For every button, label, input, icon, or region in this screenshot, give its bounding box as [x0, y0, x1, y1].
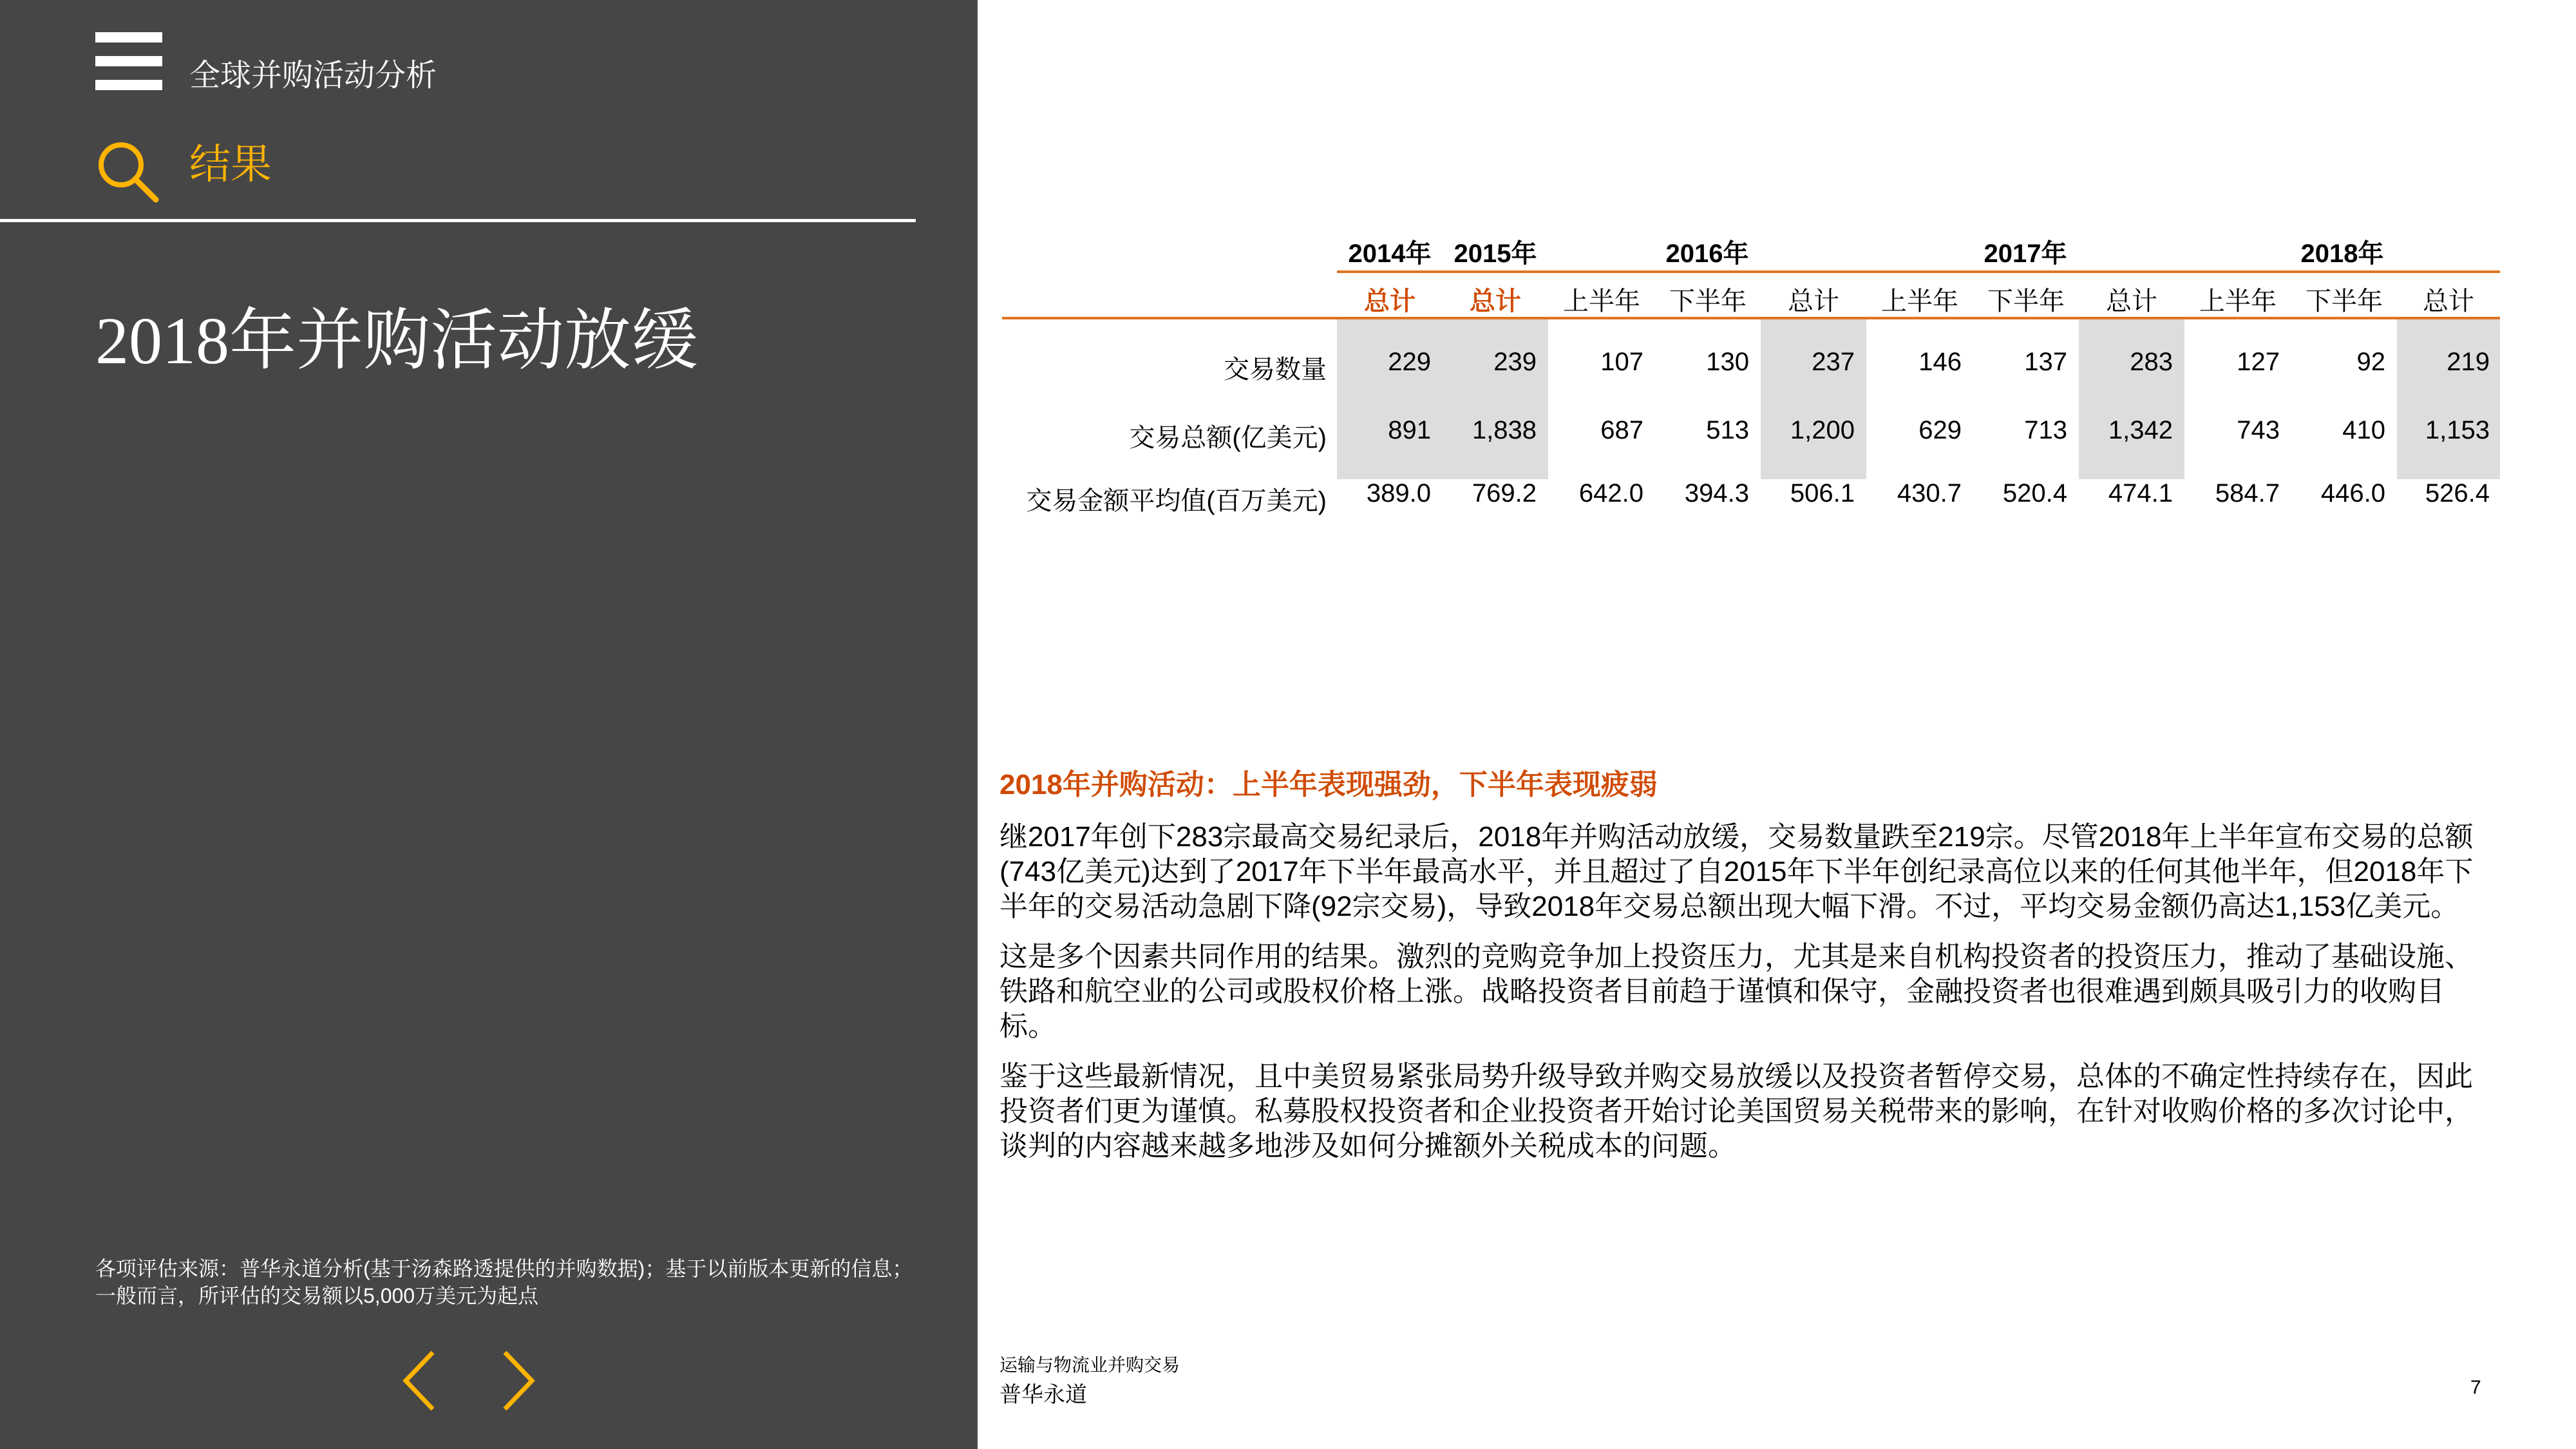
table-cell: 1,200	[1790, 416, 1855, 444]
table-cell: 474.1	[2108, 479, 2173, 507]
search-icon[interactable]	[95, 139, 160, 204]
header-divider	[0, 219, 916, 222]
table-cell: 127	[2237, 348, 2280, 376]
commentary-paragraph: 这是多个因素共同作用的结果。激烈的竞购竞争加上投资压力，尤其是来自机构投资者的投资压力，推动了基础设施、铁路和航空业的公司或股权价格上涨。战略投资者目前趋于谨慎和保守，金融投资者也很难遇到颇具吸引力的收购目标。	[999, 941, 2473, 1043]
table-cell: 229	[1388, 348, 1431, 376]
sub-header-h2: 下半年	[1987, 287, 2065, 316]
table-cell: 146	[1918, 348, 1962, 376]
chevron-left-icon[interactable]	[399, 1349, 438, 1413]
table-cell: 237	[1812, 348, 1855, 376]
table-cell: 642.0	[1578, 479, 1643, 507]
total-column-shade	[2397, 319, 2500, 479]
table-cell: 1,153	[2425, 416, 2490, 444]
total-column-shade	[1761, 319, 1866, 479]
year-header-rule	[1337, 270, 2500, 273]
table-cell: 92	[2356, 348, 2385, 376]
table-cell: 107	[1600, 348, 1643, 376]
row-label: 交易总额(亿美元)	[1129, 424, 1327, 452]
table-cell: 506.1	[1790, 479, 1855, 507]
page-number: 7	[2470, 1377, 2481, 1398]
table-cell: 1,342	[2108, 416, 2173, 444]
table-cell: 410	[2342, 416, 2385, 444]
chevron-right-icon[interactable]	[500, 1349, 538, 1413]
table-cell: 891	[1388, 416, 1431, 444]
slide-title: 2018年并购活动放缓	[95, 304, 699, 378]
commentary-paragraph: 继2017年创下283宗最高交易纪录后，2018年并购活动放缓，交易数量跌至219宗。尽管2018年上半年宣布交易的总额(743亿美元)达到了2017年下半年最高水平，并且超过了自2015年下半年创纪录高位以来的任何其他半年，但2018年下半年的交易活动急剧下降(92宗交易)，导致2018年交易总额出现大幅下滑。不过，平均交易金额仍高达1,153亿美元。	[999, 821, 2474, 923]
section-label: 结果	[189, 141, 272, 187]
total-column-shade	[1443, 319, 1548, 479]
sub-header-h1: 上半年	[1881, 287, 1958, 316]
table-cell: 513	[1706, 416, 1749, 444]
sub-header-total: 总计	[2106, 287, 2157, 316]
total-column-shade	[1337, 319, 1443, 479]
sub-header-total: 总计	[2423, 287, 2474, 316]
table-cell: 520.4	[2002, 479, 2067, 507]
sub-header-h2: 下半年	[2306, 287, 2383, 316]
sub-header-h1: 上半年	[1563, 287, 1640, 316]
commentary-paragraph: 鉴于这些最新情况，且中美贸易紧张局势升级导致并购交易放缓以及投资者暂停交易，总体的不确定性持续存在，因此投资者们更为谨慎。私募股权投资者和企业投资者开始讨论美国贸易关税带来的影响，在针对收购价格的多次讨论中，谈判的内容越来越多地涉及如何分摊额外关税成本的问题。	[999, 1061, 2473, 1162]
table-cell: 137	[2024, 348, 2067, 376]
table-cell: 283	[2130, 348, 2173, 376]
table-cell: 394.3	[1684, 479, 1749, 507]
table-cell: 430.7	[1897, 479, 1962, 507]
year-header: 2018年	[2300, 240, 2384, 268]
table-cell: 687	[1600, 416, 1643, 444]
sub-header-total: 总计	[1470, 287, 1521, 316]
source-note: 各项评估来源：普华永道分析(基于汤森路透提供的并购数据)；基于以前版本更新的信息；一般而言，所评估的交易额以5,000万美元为起点	[95, 1257, 913, 1307]
row-label: 交易数量	[1224, 355, 1327, 384]
sub-header-total: 总计	[1788, 287, 1839, 316]
deal-statistics-table	[1002, 228, 2500, 537]
footer-brand: 普华永道	[999, 1383, 1087, 1407]
sub-header-h2: 下半年	[1669, 287, 1747, 316]
commentary	[999, 766, 2481, 1179]
sub-header-total: 总计	[1364, 287, 1416, 316]
sub-header-h1: 上半年	[2199, 287, 2277, 316]
total-column-shade	[2079, 319, 2184, 479]
table-cell: 629	[1918, 416, 1962, 444]
footer-document-title: 运输与物流业并购交易	[999, 1355, 1180, 1375]
table-cell: 239	[1493, 348, 1537, 376]
table-cell: 130	[1706, 348, 1749, 376]
table-cell: 743	[2237, 416, 2280, 444]
row-label: 交易金额平均值(百万美元)	[1026, 487, 1327, 515]
deck-title: 全球并购活动分析	[189, 59, 437, 93]
table-cell: 446.0	[2320, 479, 2385, 507]
table-cell: 219	[2447, 348, 2490, 376]
year-header: 2017年	[1984, 240, 2067, 268]
table-cell: 526.4	[2425, 479, 2490, 507]
year-header: 2015年	[1454, 240, 1537, 268]
year-header: 2016年	[1665, 240, 1749, 268]
commentary-heading: 2018年并购活动：上半年表现强劲，下半年表现疲弱	[999, 769, 1658, 800]
year-header: 2014年	[1348, 240, 1432, 268]
hamburger-menu-icon[interactable]	[95, 31, 162, 91]
table-cell: 389.0	[1366, 479, 1431, 507]
table-cell: 769.2	[1472, 479, 1537, 507]
table-cell: 713	[2024, 416, 2067, 444]
left-panel	[0, 0, 978, 1449]
table-cell: 584.7	[2215, 479, 2280, 507]
table-cell: 1,838	[1472, 416, 1537, 444]
